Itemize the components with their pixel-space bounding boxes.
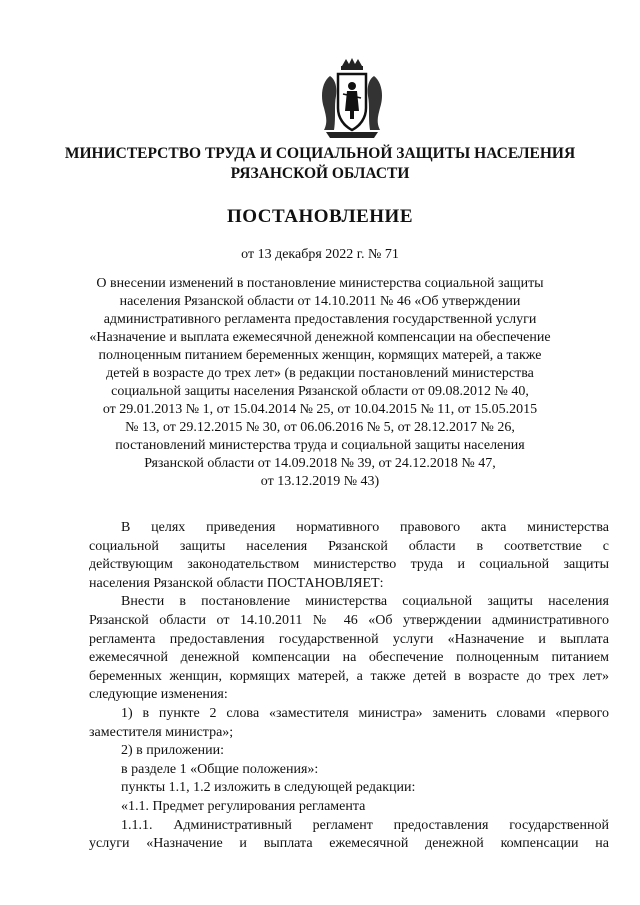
ministry-line-1: МИНИСТЕРСТВО ТРУДА И СОЦИАЛЬНОЙ ЗАЩИТЫ НАСЕЛЕНИЯ (64, 145, 576, 162)
body-line: Внести в постановление министерства социальной защиты населения (121, 594, 609, 610)
body-line: 1) в пункте 2 слова «заместителя министра» заменить словами «первого (121, 705, 609, 721)
body-line: Рязанской области от 14.10.2011 № 46 «Об утверждении административного (89, 612, 609, 628)
subject-line: населения Рязанской области от 14.10.2011 № 46 «Об утверждении (119, 294, 521, 309)
subject-line: Рязанской области от 14.09.2018 № 39, от 24.12.2018 № 47, (144, 456, 496, 471)
body-line: населения Рязанской области ПОСТАНОВЛЯЕТ: (89, 575, 384, 591)
body-line: 1.1.1. Административный регламент предоставления государственной (121, 817, 609, 833)
ministry-name (60, 144, 580, 184)
body-line: регламента предоставления государственной услуги «Назначение и выплата (89, 631, 609, 647)
subject-line: полноценным питанием беременных женщин, кормящих матерей, а также (98, 348, 542, 363)
subject-line: детей в возрасте до трех лет» (в редакции постановлений министерства (106, 366, 534, 381)
document-date-number: от 13 декабря 2022 г. № 71 (241, 247, 399, 262)
document-subject (84, 275, 556, 491)
subject-line: административного регламента предоставления государственной услуги (103, 312, 537, 327)
body-line: в разделе 1 «Общие положения»: (121, 761, 319, 777)
ministry-line-2: РЯЗАНСКОЙ ОБЛАСТИ (230, 165, 410, 182)
body-line: беременных женщин, кормящих матерей, а также детей в возрасте до трех лет» (89, 668, 609, 684)
body-line: заместителя министра»; (89, 724, 234, 740)
body-line: «1.1. Предмет регулирования регламента (121, 798, 366, 814)
document-body (89, 519, 609, 854)
body-line: социальной защиты населения Рязанской области в соответствие с (89, 538, 609, 554)
body-line: пункты 1.1, 1.2 изложить в следующей редакции: (121, 780, 416, 796)
subject-line: постановлений министерства труда и социальной защиты населения (115, 438, 525, 453)
subject-line: О внесении изменений в постановление министерства социальной защиты (96, 276, 544, 291)
ryazan-coat-of-arms-icon (316, 56, 388, 142)
body-line: В целях приведения нормативного правового акта министерства (121, 520, 609, 535)
body-line: следующие изменения: (89, 687, 228, 703)
subject-line: «Назначение и выплата ежемесячной денежной компенсации на обеспечение (89, 330, 551, 345)
body-line: услуги «Назначение и выплата ежемесячной денежной компенсации на (89, 836, 609, 852)
body-line: действующим законодательством министерство труда и социальной защиты (89, 557, 609, 573)
subject-line: № 13, от 29.12.2015 № 30, от 06.06.2016 № 5, от 28.12.2017 № 26, (125, 420, 515, 435)
body-line: 2) в приложении: (121, 743, 224, 759)
document-type: ПОСТАНОВЛЕНИЕ (226, 206, 414, 227)
body-line: ежемесячной денежной компенсации на обеспечение полноценным питанием (89, 650, 609, 666)
subject-line: от 29.01.2013 № 1, от 15.04.2014 № 25, от 10.04.2015 № 11, от 15.05.2015 (102, 402, 538, 417)
subject-line: социальной защиты населения Рязанской области от 09.08.2012 № 40, (111, 384, 529, 399)
subject-line: от 13.12.2019 № 43) (260, 474, 380, 489)
